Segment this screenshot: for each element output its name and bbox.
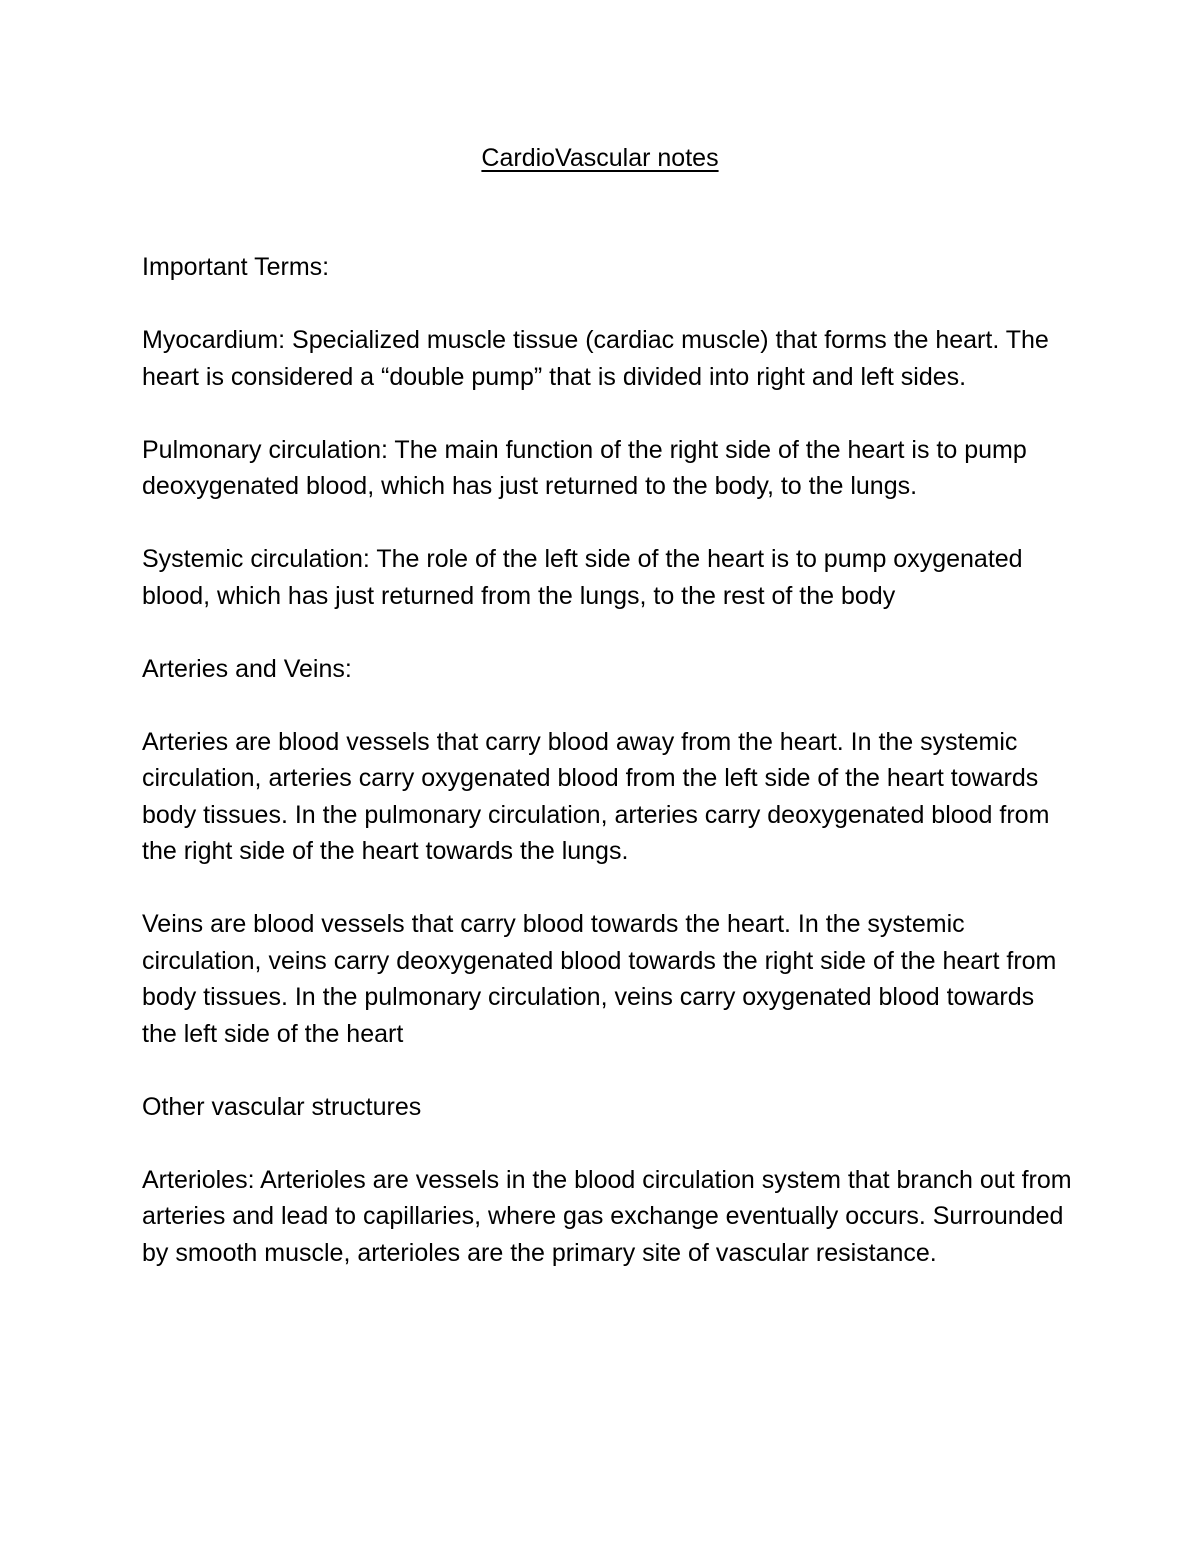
paragraph-gap — [142, 1052, 1072, 1089]
paragraph-gap — [142, 286, 1072, 323]
paragraph-gap — [142, 395, 1072, 432]
paragraph-gap — [142, 614, 1072, 651]
paragraph-myocardium: Myocardium: Specialized muscle tissue (cardiac muscle) that forms the heart. The heart is considered a “double pump” that is divided into right and left sides. — [142, 326, 1049, 391]
heading-arteries-and-veins: Arteries and Veins: — [142, 654, 352, 683]
document-title: CardioVascular notes — [481, 144, 719, 172]
paragraph-systemic-circulation: Systemic circulation: The role of the left side of the heart is to pump oxygenated blood, which has just returned from the lungs, to the rest of the body — [142, 545, 1023, 610]
paragraph-veins: Veins are blood vessels that carry blood towards the heart. In the systemic circulation, veins carry deoxygenated blood towards the right side of the heart from body tissues. In the pulmonary circulation, veins carry oxygenated blood towards the left side of the heart — [142, 910, 1057, 1048]
paragraph-gap — [142, 1125, 1072, 1162]
paragraph-gap — [142, 687, 1072, 724]
paragraph-arterioles: Arterioles: Arterioles are vessels in the blood circulation system that branch out from arteries and lead to capillaries, where gas exchange eventually occurs. Surrounded by smooth muscle, arterioles are the primary site of vascular resistance. — [142, 1165, 1072, 1267]
heading-other-vascular-structures: Other vascular structures — [142, 1092, 422, 1121]
heading-important-terms: Important Terms: — [142, 253, 330, 281]
paragraph-gap — [142, 505, 1072, 542]
document-body — [142, 249, 1072, 1271]
paragraph-arteries: Arteries are blood vessels that carry blood away from the heart. In the systemic circulation, arteries carry oxygenated blood from the left side of the heart towards body tissues. In the pulmonary circulation, arteries carry deoxygenated blood from the right side of the heart towards the lungs. — [142, 727, 1050, 865]
paragraph-pulmonary-circulation: Pulmonary circulation: The main function of the right side of the heart is to pump deoxygenated blood, which has just returned to the body, to the lungs. — [142, 435, 1027, 500]
paragraph-gap — [142, 870, 1072, 907]
